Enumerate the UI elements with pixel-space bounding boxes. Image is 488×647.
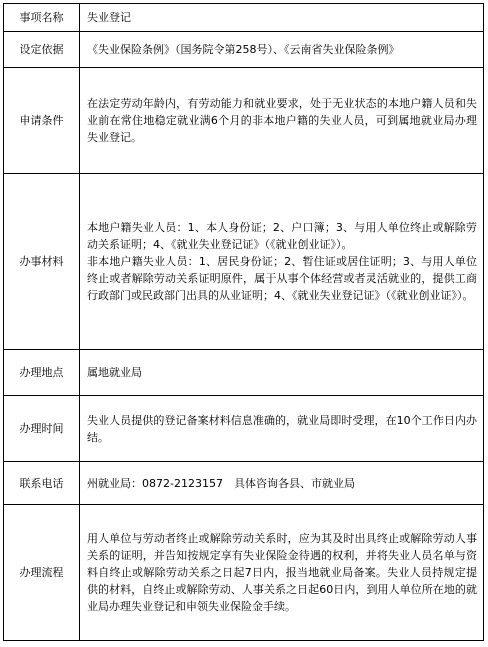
row-paragraph: 失业人员提供的登记备案材料信息准确的，就业局即时受理，在10个工作日内办结。 <box>87 413 477 444</box>
row-paragraph: 在法定劳动年龄内，有劳动能力和就业要求，处于无业状态的本地户籍人员和失业前在常住地稳定就业满6个月的非本地户籍的失业人员，可到属地就业局办理失业登记。 <box>87 97 477 144</box>
row-value <box>80 462 484 505</box>
table-row <box>4 462 484 505</box>
table-row <box>4 505 484 641</box>
row-label: 办事材料 <box>4 174 80 350</box>
table-row <box>4 174 484 350</box>
row-value <box>80 505 484 641</box>
row-value <box>80 350 484 396</box>
row-value <box>80 4 484 32</box>
table-row <box>4 4 484 32</box>
table-row <box>4 396 484 462</box>
row-paragraph: 用人单位与劳动者终止或解除劳动关系时，应为其及时出具终止或解除劳动人事关系的证明，并告知按规定享有失业保险金待遇的权利，并将失业人员名单与资料自终止或解除劳动关系之日起7日内，报当地就业局备案。失业人员持规定提供的材料，自终止或解除劳动、人事关系之日起60日内，到用人单位所在地的就业局办理失业登记和申领失业保险金手续。 <box>87 532 477 613</box>
row-paragraph: 本地户籍失业人员：1、本人身份证；2、户口簿；3、与用人单位终止或解除劳动关系证明；4、《就业失业登记证》（《就业创业证》）。 <box>87 221 477 251</box>
row-value <box>80 396 484 462</box>
table-row <box>4 32 484 68</box>
row-label: 事项名称 <box>4 4 80 32</box>
row-value <box>80 32 484 68</box>
table-row <box>4 68 484 174</box>
row-paragraph: 属地就业局 <box>87 366 142 379</box>
row-label: 办理时间 <box>4 396 80 462</box>
row-label: 申请条件 <box>4 68 80 174</box>
row-paragraph: 非本地户籍失业人员：1、居民身份证；2、暂住证或居住证明；3、与用人单位终止或者解除劳动关系证明原件，属于从事个体经营或者灵活就业的，提供工商行政部门或民政部门出具的从业证明；4、《就业失业登记证》（《就业创业证》）。 <box>87 255 477 302</box>
row-label: 设定依据 <box>4 32 80 68</box>
row-label: 办理地点 <box>4 350 80 396</box>
row-paragraph: 失业登记 <box>87 11 131 24</box>
row-label: 联系电话 <box>4 462 80 505</box>
row-paragraph: 州就业局：0872-2123157 具体咨询各县、市就业局 <box>87 476 355 490</box>
row-label: 办理流程 <box>4 505 80 641</box>
row-value <box>80 68 484 174</box>
service-info-table <box>3 3 484 641</box>
row-value <box>80 174 484 350</box>
row-paragraph: 《失业保险条例》（国务院令第258号）、《云南省失业保险条例》 <box>87 43 400 56</box>
table-row <box>4 350 484 396</box>
